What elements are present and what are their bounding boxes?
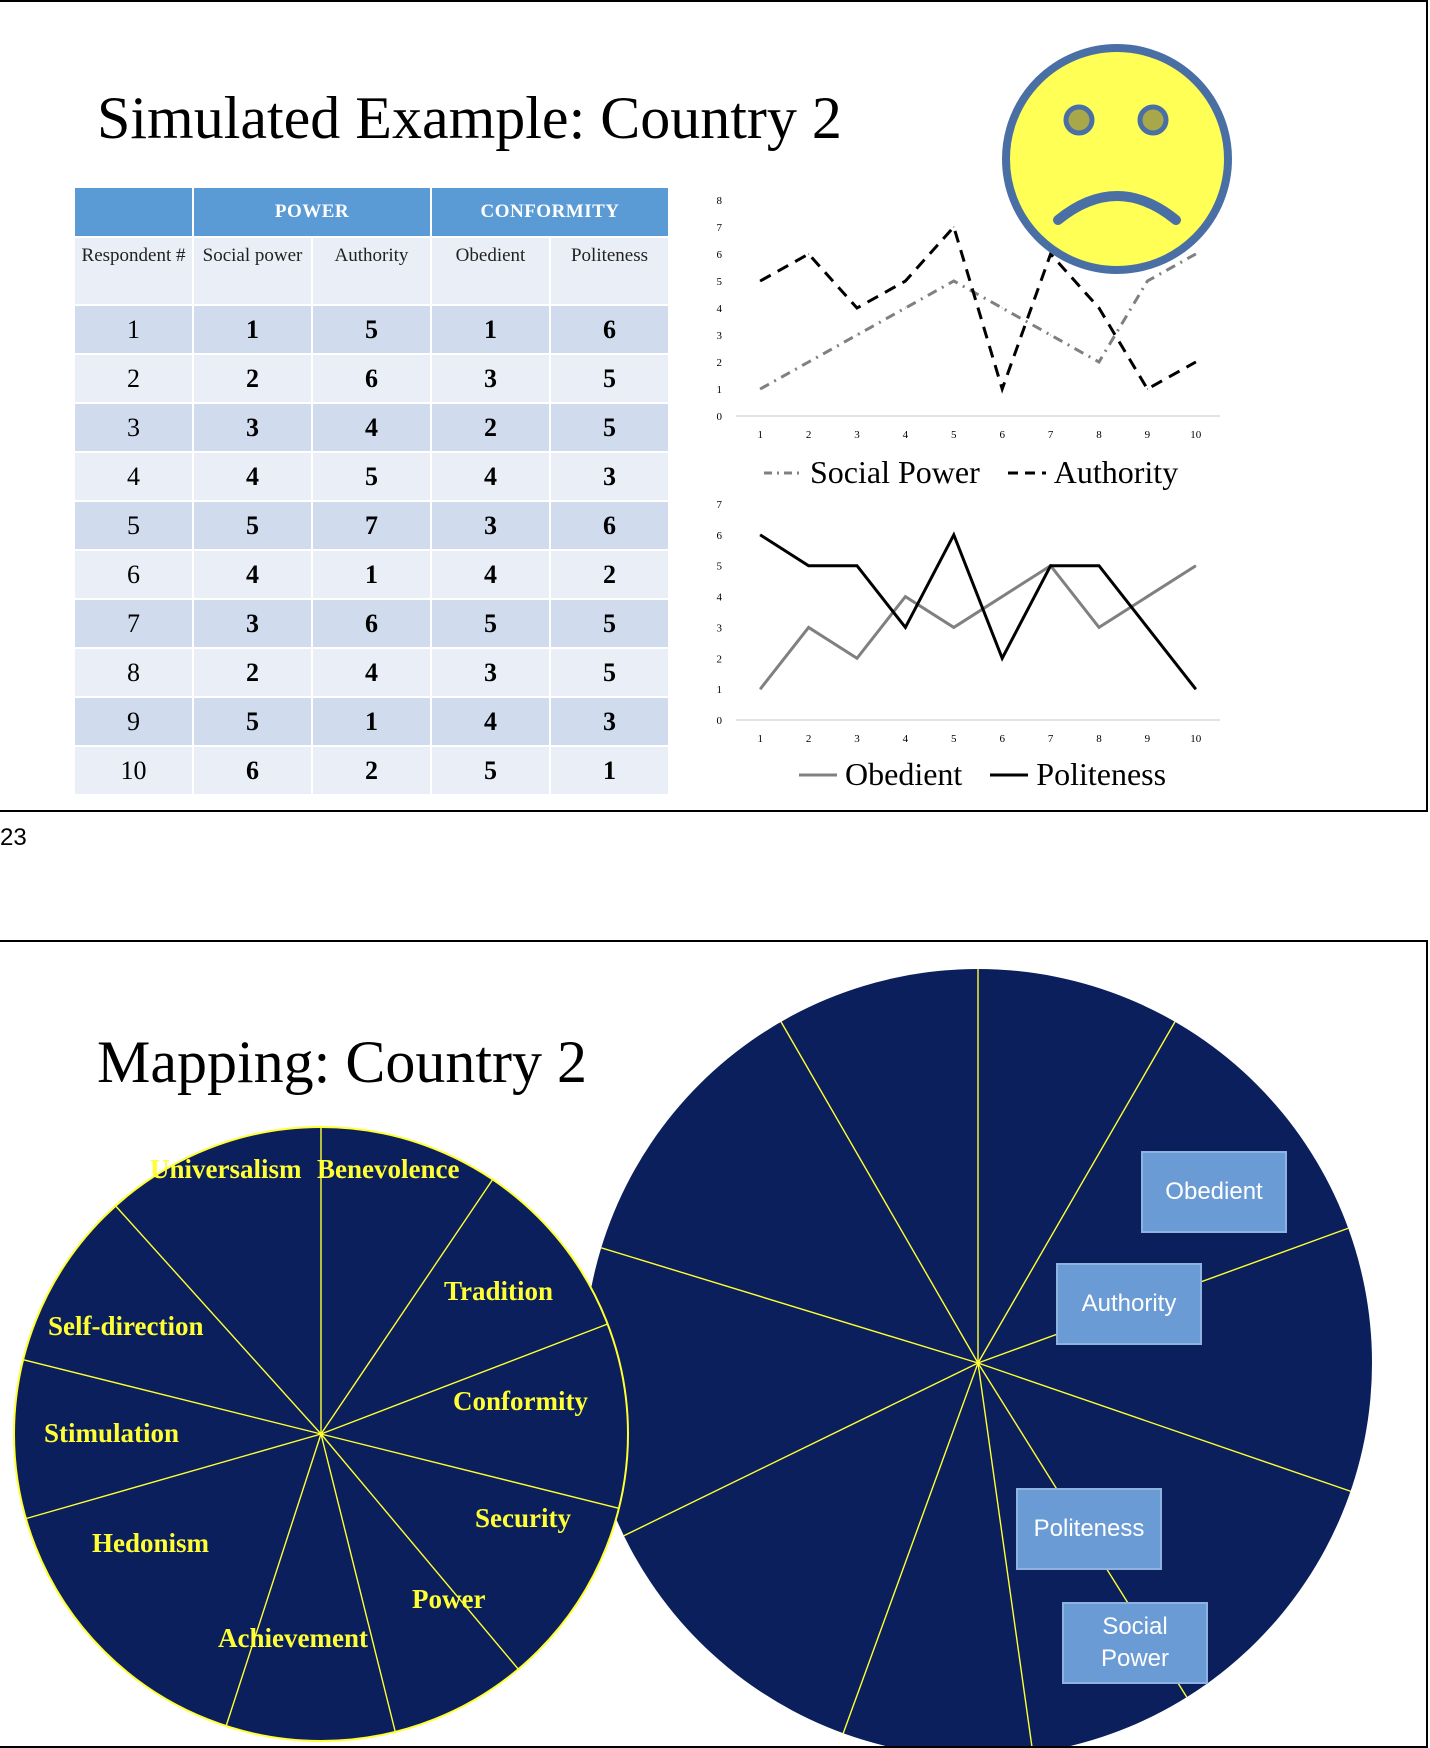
- x-tick-label: 9: [1144, 429, 1151, 441]
- power-chart-legend: [762, 454, 1204, 491]
- y-tick-label: 7: [716, 222, 722, 234]
- table-row: [74, 599, 669, 648]
- y-tick-label: 6: [716, 529, 722, 542]
- legend-label: Social Power: [810, 454, 980, 490]
- table-cell: 1: [312, 697, 431, 746]
- table-cell: 5: [550, 648, 669, 697]
- data-point: [760, 281, 761, 282]
- data-point: [857, 335, 858, 336]
- legend-label: Authority: [1053, 454, 1179, 490]
- table-cell: 4: [431, 550, 550, 599]
- legend-label: Politeness: [1036, 756, 1167, 792]
- data-point: [808, 565, 809, 566]
- y-tick-label: 0: [716, 411, 722, 423]
- y-tick-label: 1: [716, 384, 722, 396]
- table-cell: 3: [74, 403, 193, 452]
- table-cell: 3: [193, 403, 312, 452]
- table-cell: 5: [312, 452, 431, 501]
- table-cell: 2: [431, 403, 550, 452]
- x-tick-label: 10: [1190, 429, 1202, 441]
- conformity-line-chart: [700, 496, 1240, 752]
- table-cell: 4: [74, 452, 193, 501]
- data-point: [857, 565, 858, 566]
- slide-title: Simulated Example: Country 2: [97, 85, 842, 151]
- table-cell: 3: [550, 452, 669, 501]
- y-tick-label: 5: [716, 276, 722, 288]
- y-tick-label: 0: [716, 715, 722, 727]
- y-tick-label: 6: [716, 249, 722, 261]
- data-point: [1195, 362, 1196, 363]
- data-point: [808, 627, 809, 628]
- data-point: [953, 227, 954, 228]
- legend-label: Obedient: [845, 756, 963, 792]
- table-row: [74, 305, 669, 354]
- table-cell: 8: [74, 648, 193, 697]
- table-cell: 5: [550, 599, 669, 648]
- x-tick-label: 2: [805, 733, 812, 745]
- value-label-self-direction: Self-direction: [48, 1311, 204, 1341]
- table-cell: 6: [193, 746, 312, 795]
- x-tick-label: 1: [757, 733, 763, 745]
- y-tick-label: 3: [716, 622, 722, 635]
- y-tick-label: 7: [716, 499, 722, 511]
- value-label-security: Security: [475, 1503, 571, 1533]
- data-point: [953, 281, 954, 282]
- table-cell: 4: [312, 648, 431, 697]
- data-point: [857, 658, 858, 659]
- y-tick-label: 8: [716, 195, 722, 207]
- box-politeness: Politeness: [1016, 1488, 1162, 1570]
- x-tick-label: 8: [1096, 429, 1102, 441]
- table-cell: 4: [312, 403, 431, 452]
- legend-item: [1006, 454, 1178, 491]
- x-tick-label: 7: [1047, 429, 1054, 441]
- y-tick-label: 1: [716, 684, 722, 697]
- data-point: [808, 254, 809, 255]
- data-point: [1050, 335, 1051, 336]
- table-cell: 5: [193, 697, 312, 746]
- data-point: [905, 308, 906, 309]
- box-social-power: [1062, 1602, 1208, 1684]
- table-row: [74, 354, 669, 403]
- table-cell: 2: [193, 648, 312, 697]
- data-point: [1002, 389, 1003, 390]
- group-header-empty: [74, 187, 193, 237]
- x-tick-label: 3: [854, 733, 860, 745]
- table-cell: 4: [193, 550, 312, 599]
- value-label-stimulation: Stimulation: [44, 1418, 180, 1448]
- x-tick-label: 10: [1190, 733, 1202, 745]
- data-point: [1099, 627, 1100, 628]
- column-header: Social power: [193, 237, 312, 305]
- value-label-conformity: Conformity: [453, 1386, 588, 1416]
- data-point: [1002, 596, 1003, 597]
- table-cell: 1: [550, 746, 669, 795]
- slide-title: Mapping: Country 2: [97, 1029, 587, 1095]
- x-tick-label: 1: [757, 429, 763, 441]
- table-cell: 2: [312, 746, 431, 795]
- data-point: [808, 362, 809, 363]
- y-tick-label: 3: [716, 330, 722, 342]
- page-number: 23: [0, 824, 27, 851]
- x-tick-label: 2: [805, 429, 812, 441]
- group-header-conformity: CONFORMITY: [431, 187, 669, 237]
- data-point: [905, 596, 906, 597]
- value-label-universalism: Universalism: [150, 1154, 302, 1184]
- data-point: [857, 308, 858, 309]
- table-cell: 3: [431, 501, 550, 550]
- table-cell: 5: [431, 599, 550, 648]
- y-tick-label: 2: [716, 653, 722, 666]
- legend-swatch: [1006, 468, 1048, 478]
- legend-item: [988, 756, 1166, 793]
- table-cell: 1: [74, 305, 193, 354]
- table-row: [74, 501, 669, 550]
- data-point: [1002, 658, 1003, 659]
- table-cell: 1: [431, 305, 550, 354]
- table-cell: 4: [431, 452, 550, 501]
- x-tick-label: 4: [902, 733, 909, 745]
- x-tick-label: 7: [1047, 733, 1054, 745]
- table-row: [74, 648, 669, 697]
- table-cell: 9: [74, 697, 193, 746]
- table-cell: 3: [550, 697, 669, 746]
- column-header: Respondent #: [74, 237, 193, 305]
- sad-face-icon: [1000, 42, 1234, 276]
- table-cell: 6: [550, 501, 669, 550]
- table-cell: 5: [312, 305, 431, 354]
- data-point: [1195, 689, 1196, 690]
- table-row: [74, 697, 669, 746]
- column-header: Authority: [312, 237, 431, 305]
- table-cell: 5: [74, 501, 193, 550]
- table-cell: 5: [193, 501, 312, 550]
- x-tick-label: 9: [1144, 733, 1151, 745]
- data-point: [1195, 565, 1196, 566]
- table-cell: 2: [193, 354, 312, 403]
- legend-swatch: [988, 770, 1030, 780]
- table-cell: 6: [312, 354, 431, 403]
- table-cell: 7: [312, 501, 431, 550]
- table-cell: 4: [431, 697, 550, 746]
- table-cell: 6: [312, 599, 431, 648]
- legend-item: [797, 756, 962, 793]
- data-point: [1002, 308, 1003, 309]
- series-line-obedient: [760, 566, 1196, 689]
- data-point: [905, 627, 906, 628]
- data-point: [760, 689, 761, 690]
- table-row: [74, 746, 669, 795]
- table-cell: 1: [312, 550, 431, 599]
- slide-mapping: [0, 940, 1428, 1748]
- data-point: [1099, 362, 1100, 363]
- value-label-achievement: Achievement: [218, 1623, 368, 1653]
- value-label-benevolence: Benevolence: [317, 1154, 460, 1184]
- data-point: [1099, 308, 1100, 309]
- x-tick-label: 6: [999, 429, 1005, 441]
- legend-swatch: [762, 468, 804, 478]
- table-cell: 2: [74, 354, 193, 403]
- y-tick-label: 2: [716, 357, 722, 369]
- table-cell: 3: [431, 354, 550, 403]
- x-tick-label: 4: [902, 429, 909, 441]
- data-point: [1050, 565, 1051, 566]
- box-authority: Authority: [1056, 1263, 1202, 1345]
- y-tick-label: 5: [716, 560, 722, 573]
- data-point: [760, 389, 761, 390]
- y-tick-label: 4: [716, 591, 722, 604]
- slide-simulated-example: [0, 0, 1428, 812]
- x-tick-label: 3: [854, 429, 860, 441]
- table-cell: 5: [550, 403, 669, 452]
- x-tick-label: 8: [1096, 733, 1102, 745]
- data-point: [1147, 627, 1148, 628]
- box-obedient: Obedient: [1141, 1151, 1287, 1233]
- data-point: [1147, 281, 1148, 282]
- data-table: [73, 186, 670, 796]
- legend-item: [762, 454, 980, 491]
- data-point: [953, 627, 954, 628]
- x-tick-label: 5: [951, 733, 957, 745]
- table-cell: 4: [193, 452, 312, 501]
- value-label-tradition: Tradition: [444, 1276, 554, 1306]
- x-tick-label: 5: [951, 429, 957, 441]
- table-row: [74, 452, 669, 501]
- column-header: Politeness: [550, 237, 669, 305]
- data-point: [1147, 389, 1148, 390]
- box-social-power-label: Social Power: [1100, 1613, 1170, 1672]
- table-cell: 3: [193, 599, 312, 648]
- data-point: [760, 534, 761, 535]
- group-header-power: POWER: [193, 187, 431, 237]
- table-cell: 5: [431, 746, 550, 795]
- data-point: [1147, 596, 1148, 597]
- value-label-hedonism: Hedonism: [92, 1528, 210, 1558]
- legend-swatch: [797, 770, 839, 780]
- line-chart-svg: [700, 496, 1240, 752]
- data-point: [905, 281, 906, 282]
- table-row: [74, 403, 669, 452]
- table-cell: 2: [550, 550, 669, 599]
- table-cell: 5: [550, 354, 669, 403]
- y-tick-label: 4: [716, 303, 722, 315]
- table-cell: 7: [74, 599, 193, 648]
- data-point: [1099, 565, 1100, 566]
- table-row: [74, 550, 669, 599]
- table-cell: 6: [74, 550, 193, 599]
- column-header: Obedient: [431, 237, 550, 305]
- table-cell: 1: [193, 305, 312, 354]
- conformity-chart-legend: [797, 756, 1192, 793]
- x-tick-label: 6: [999, 733, 1005, 745]
- table-cell: 6: [550, 305, 669, 354]
- table-cell: 10: [74, 746, 193, 795]
- value-label-power: Power: [412, 1584, 486, 1614]
- data-point: [953, 534, 954, 535]
- table-cell: 3: [431, 648, 550, 697]
